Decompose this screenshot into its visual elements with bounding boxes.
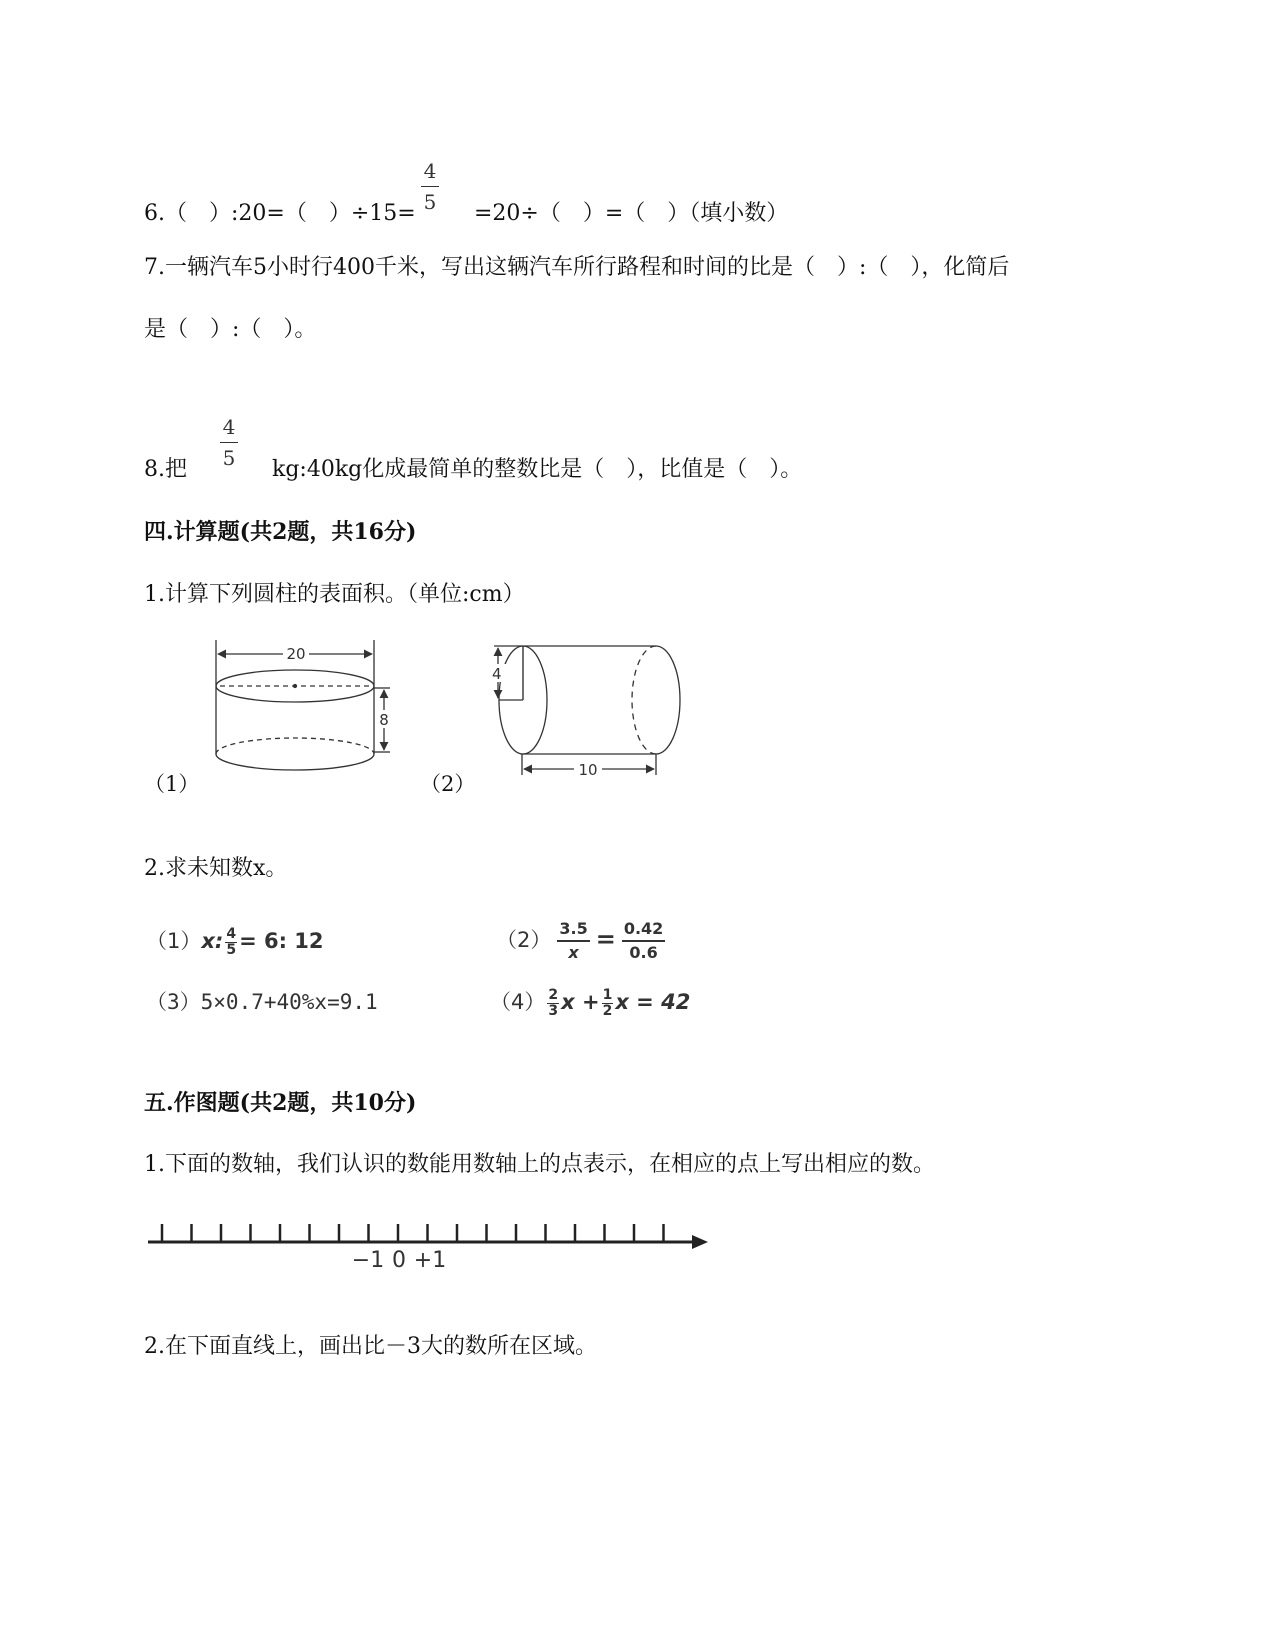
cylinder-2 — [494, 646, 680, 775]
eq1-frac-den: 5 — [226, 941, 237, 958]
cyl1-height-label: 8 — [379, 711, 389, 729]
eq4-frac1-den: 3 — [548, 1002, 559, 1019]
eq4-label: （4） — [490, 990, 546, 1014]
label-pos-1: +1 — [413, 1248, 447, 1273]
eq1-label: （1） — [146, 929, 202, 953]
number-line-arrow — [692, 1235, 708, 1249]
q6-fraction — [418, 160, 442, 213]
eq2-left-num: 3.5 — [557, 918, 589, 942]
s4-q1-text: 1.计算下列圆柱的表面积。（单位:cm） — [144, 582, 525, 607]
eq2-right-den: 0.6 — [629, 943, 658, 962]
eq4-frac2-num: 1 — [602, 986, 613, 1003]
section5-heading: 五.作图题(共2题，共10分) — [144, 1090, 417, 1116]
eq1-var: x: — [201, 929, 224, 953]
number-line — [140, 1210, 720, 1280]
section4-heading: 四.计算题(共2题，共16分) — [144, 519, 417, 545]
equation-1 — [146, 924, 324, 958]
eq4-mid: x + — [561, 990, 600, 1014]
eq2-left-den: x — [568, 943, 579, 962]
equation-3: （3）5×0.7+40%x=9.1 — [146, 990, 378, 1014]
eq4-end: x = 42 — [615, 990, 691, 1014]
s5-q2-text: 2.在下面直线上，画出比－3大的数所在区域。 — [144, 1334, 597, 1359]
eq2-right-num: 0.42 — [622, 918, 665, 942]
fig1-label: （1） — [144, 772, 200, 796]
s5-q1-text: 1.下面的数轴，我们认识的数能用数轴上的点表示，在相应的点上写出相应的数。 — [144, 1152, 935, 1177]
equation-4 — [490, 984, 690, 1020]
eq1-rest: = 6: 12 — [239, 929, 324, 953]
q6-fraction-denominator: 5 — [423, 190, 437, 214]
s4-q2-text: 2.求未知数x。 — [144, 856, 288, 881]
label-zero: 0 — [392, 1248, 406, 1273]
q7-line1: 7.一辆汽车5小时行400千米，写出这辆汽车所行路程和时间的比是（ ）:（ ），化简后 — [144, 255, 1010, 280]
eq4-frac1-num: 2 — [548, 986, 559, 1003]
eq4-frac2-den: 2 — [602, 1002, 613, 1019]
eq2-equals: = — [595, 925, 616, 953]
q8-fraction-denominator: 5 — [222, 446, 236, 470]
q6-fraction-numerator: 4 — [423, 159, 437, 183]
eq1-frac-num: 4 — [226, 925, 237, 942]
eq2-label: （2） — [496, 928, 552, 952]
cyl2-length-label: 10 — [578, 761, 598, 779]
q8-fraction — [217, 416, 241, 469]
q8-suffix: kg:40kg化成最简单的整数比是（ ），比值是（ ）。 — [272, 457, 803, 482]
q6-text-part2: =20÷（ ）=（ ）（填小数） — [474, 201, 789, 226]
cyl2-radius-label: 4 — [492, 665, 502, 683]
q6-text-part1: 6.（ ）:20=（ ）÷15= — [144, 201, 416, 226]
equation-2 — [496, 914, 671, 965]
label-neg-1: −1 — [351, 1248, 385, 1273]
cyl1-diameter-label: 20 — [286, 645, 306, 663]
fig2-label: （2） — [420, 772, 476, 796]
q8-fraction-numerator: 4 — [222, 415, 236, 439]
q7-line2: 是（ ）:（ ）。 — [144, 317, 317, 342]
q8-prefix: 8.把 — [144, 457, 187, 482]
